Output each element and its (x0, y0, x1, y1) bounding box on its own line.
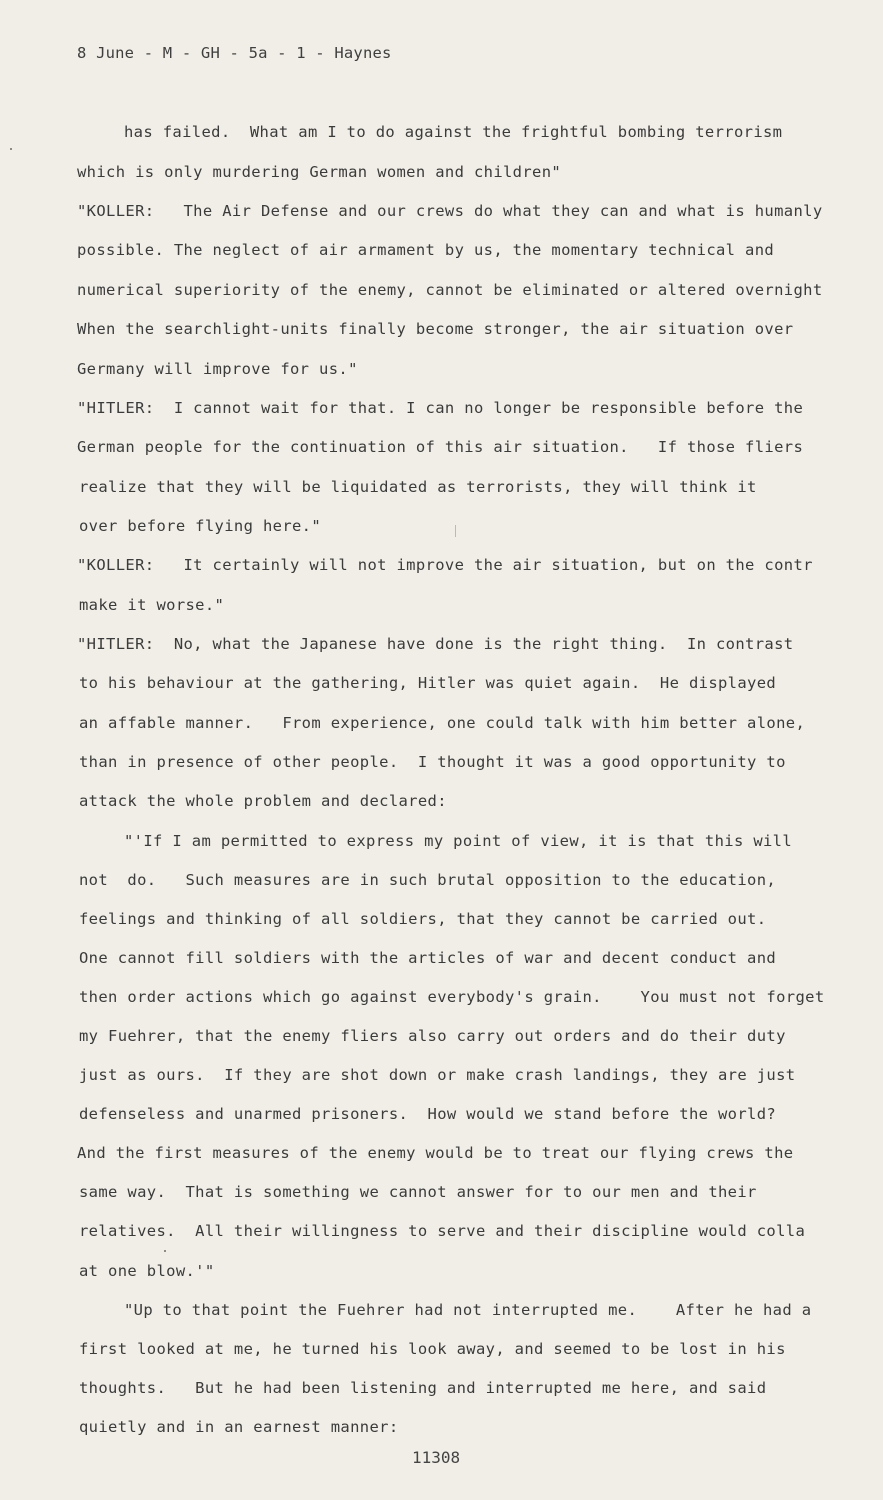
text-line: "KOLLER: The Air Defense and our crews do what they can and what is humanly (77, 202, 823, 220)
text-line: to his behaviour at the gathering, Hitler was quiet again. He displayed (79, 674, 777, 692)
text-line: make it worse." (79, 596, 225, 614)
text-line: same way. That is something we cannot answer for to our men and their (79, 1183, 757, 1201)
paper-mark (455, 525, 456, 537)
text-line: "'If I am permitted to express my point of view, it is that this will (124, 832, 793, 850)
text-line: realize that they will be liquidated as terrorists, they will think it (79, 478, 757, 496)
text-line: One cannot fill soldiers with the articles of war and decent conduct and (79, 949, 777, 967)
text-line: German people for the continuation of this air situation. If those fliers (77, 438, 804, 456)
text-line: over before flying here." (79, 517, 322, 535)
text-line: attack the whole problem and declared: (79, 792, 447, 810)
text-line: "HITLER: No, what the Japanese have done is the right thing. In contrast (77, 635, 794, 653)
text-line: first looked at me, he turned his look away, and seemed to be lost in his (79, 1340, 786, 1358)
text-line: then order actions which go against everybody's grain. You must not forget (79, 988, 825, 1006)
page-header: 8 June - M - GH - 5a - 1 - Haynes (77, 44, 392, 62)
text-line: has failed. What am I to do against the frightful bombing terrorism (124, 123, 783, 141)
text-line: not do. Such measures are in such brutal opposition to the education, (79, 871, 777, 889)
text-line: which is only murdering German women and children" (77, 163, 562, 181)
text-line: my Fuehrer, that the enemy fliers also carry out orders and do their duty (79, 1027, 786, 1045)
text-line: And the first measures of the enemy would be to treat our flying crews the (77, 1144, 794, 1162)
text-line: feelings and thinking of all soldiers, that they cannot be carried out. (79, 910, 767, 928)
text-line: just as ours. If they are shot down or make crash landings, they are just (79, 1066, 796, 1084)
text-line: numerical superiority of the enemy, cannot be eliminated or altered overnight (77, 281, 823, 299)
paper-speck (10, 148, 12, 150)
text-line: at one blow.'" (79, 1262, 215, 1280)
text-line: quietly and in an earnest manner: (79, 1418, 399, 1436)
paper-speck (164, 1250, 166, 1252)
text-line: "HITLER: I cannot wait for that. I can no longer be responsible before the (77, 399, 804, 417)
text-line: thoughts. But he had been listening and interrupted me here, and said (79, 1379, 767, 1397)
text-line: than in presence of other people. I thought it was a good opportunity to (79, 753, 786, 771)
page-number: 11308 (412, 1448, 461, 1467)
text-line: defenseless and unarmed prisoners. How would we stand before the world? (79, 1105, 777, 1123)
text-line: "KOLLER: It certainly will not improve the air situation, but on the contr (77, 556, 813, 574)
text-line: When the searchlight-units finally become stronger, the air situation over (77, 320, 794, 338)
text-line: "Up to that point the Fuehrer had not interrupted me. After he had a (124, 1301, 812, 1319)
text-line: relatives. All their willingness to serve and their discipline would colla (79, 1222, 806, 1240)
text-line: Germany will improve for us." (77, 360, 358, 378)
text-line: an affable manner. From experience, one could talk with him better alone, (79, 714, 806, 732)
text-line: possible. The neglect of air armament by us, the momentary technical and (77, 241, 775, 259)
